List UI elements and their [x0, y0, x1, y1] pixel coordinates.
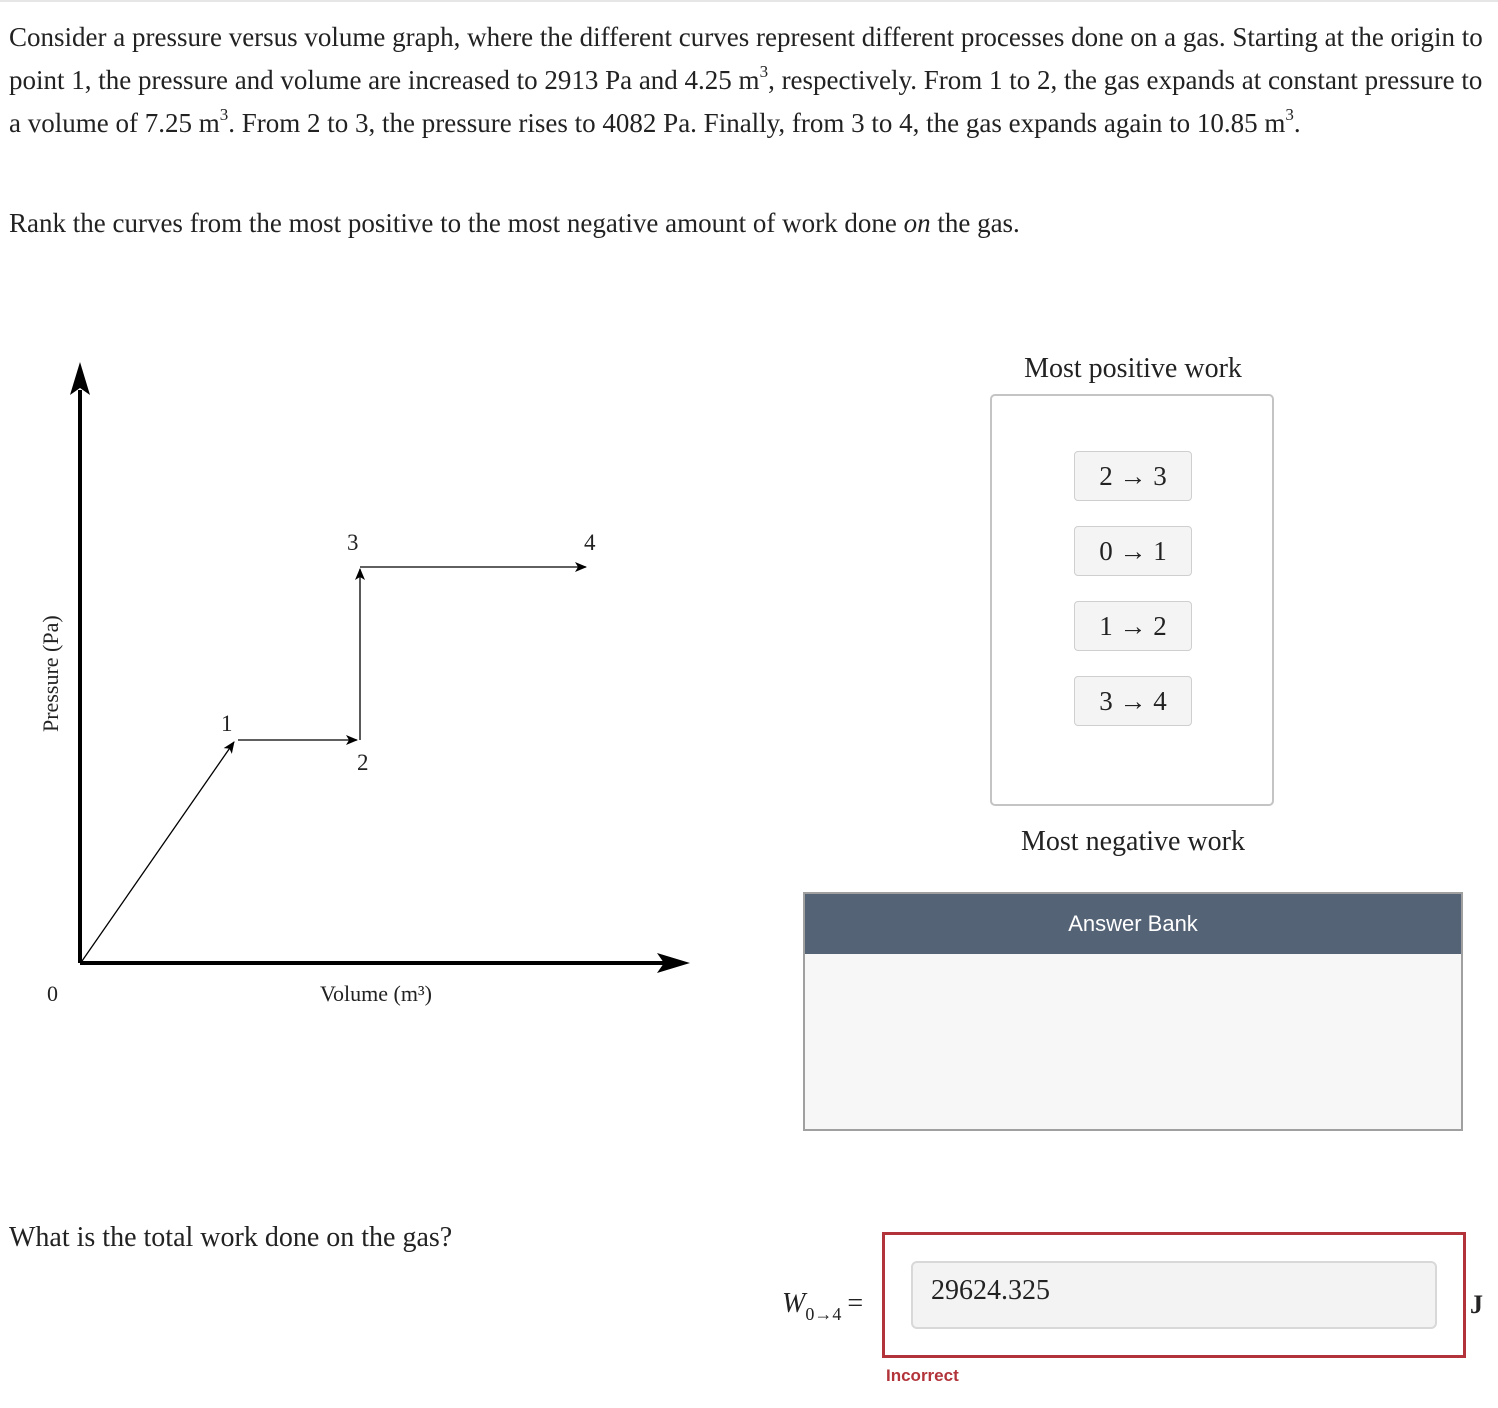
- most-positive-label: Most positive work: [1024, 353, 1242, 384]
- answer-frame: [882, 1232, 1466, 1358]
- point-3-label: 3: [347, 530, 359, 555]
- rank-tile-1-2[interactable]: 1 → 2: [1074, 601, 1192, 651]
- work-variable-label: $W_{0\to 4}$ =: [782, 1288, 864, 1324]
- rank-tile-3-4[interactable]: 3 → 4: [1074, 676, 1192, 726]
- question-text: Consider a pressure versus volume graph, where the different curves represent different processes done on a gas. Starting at the origin to point 1, the pressure and volume are increased to 2913 Pa and 4.25 $m^3$, respectively. From 1 to 2, the gas expands at constant pressure to a volume of 7.25 $m^3$. From 2 to 3, the pressure rises to 4082 Pa. Finally, from 3 to 4, the gas expands again to 10.85 $m^3$.: [9, 22, 1483, 138]
- answer-bank[interactable]: [803, 892, 1463, 1131]
- curve-0-1: [82, 742, 234, 961]
- origin-label: 0: [47, 981, 58, 1006]
- y-axis-label: Pressure (Pa): [38, 615, 63, 732]
- x-axis-label: Volume (m³): [320, 981, 432, 1006]
- point-1-label: 1: [221, 711, 233, 736]
- rank-tile-2-3[interactable]: 2 → 3: [1074, 451, 1192, 501]
- incorrect-status: Incorrect: [886, 1366, 959, 1385]
- total-work-input[interactable]: 29624.325: [911, 1261, 1437, 1329]
- unit-label: J: [1470, 1290, 1483, 1319]
- total-work-question: What is the total work done on the gas?: [9, 1222, 453, 1253]
- point-2-label: 2: [357, 750, 369, 775]
- ranking-instruction: Rank the curves from the most positive to the most negative amount of work done on the gas.: [9, 208, 1020, 238]
- most-negative-label: Most negative work: [1021, 826, 1245, 857]
- answer-bank-title: Answer Bank: [805, 894, 1461, 954]
- ranking-dropzone[interactable]: [990, 394, 1274, 806]
- top-divider: [0, 0, 1498, 2]
- rank-tile-0-1[interactable]: 0 → 1: [1074, 526, 1192, 576]
- point-4-label: 4: [584, 530, 596, 555]
- pv-graph: [0, 340, 720, 1040]
